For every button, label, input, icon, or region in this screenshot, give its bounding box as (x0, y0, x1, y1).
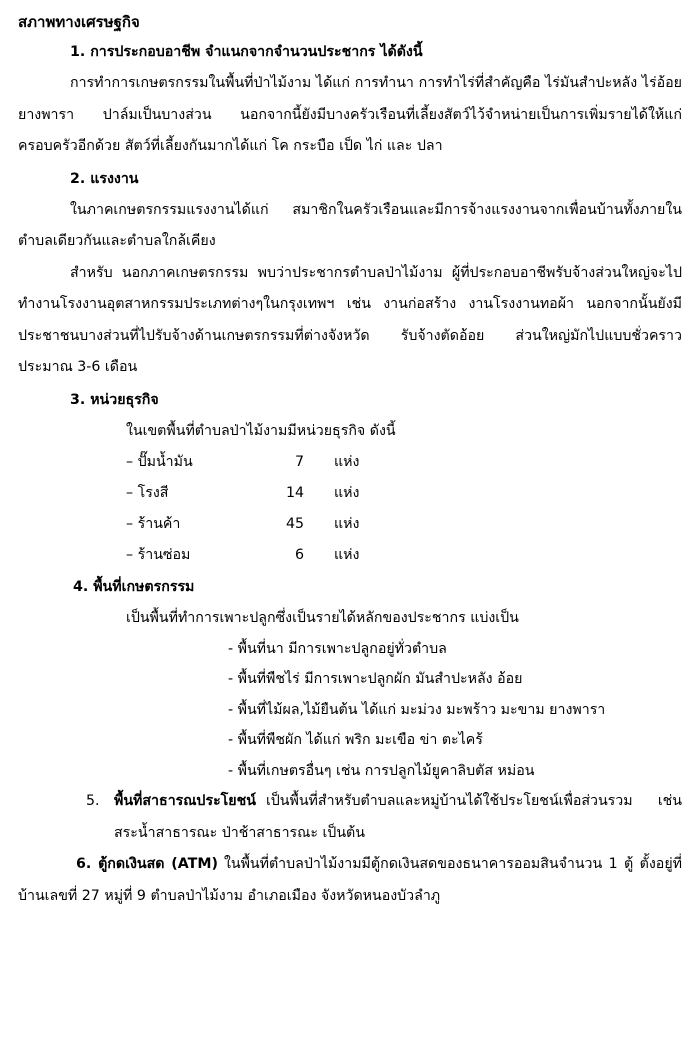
business-item-name: – ร้านซ่อม (126, 546, 191, 563)
agriculture-item: - พื้นที่นา มีการเพาะปลูกอยู่ทั่วตำบล (228, 640, 447, 657)
public-area-number: 5. (86, 793, 100, 809)
agriculture-item: - พื้นที่พืชผัก ได้แก่ พริก มะเขือ ข่า ตะไคร้ (228, 732, 483, 748)
labor-heading: 2. แรงงาน (70, 170, 139, 187)
occupation-paragraph: การทำการเกษตรกรรมในพื้นที่ป่าไม้งาม ได้แก่ การทำนา การทำไร่ที่สำคัญคือ ไร่มันสำปะหลัง ไร่อ้อย ยางพารา ปาล์มเป็นบางส่วน นอกจากนี้ยังมีบางครัวเรือนที่เลี้ยงสัตว์ไว้จำหน่ายเป็นการเพิ่มรายได้ให้แก่ครอบครัวอีกด้วย สัตว์ที่เลี้ยงกันมากได้แก่ โค กระบือ เป็ด ไก่ และ ปลา (18, 75, 682, 154)
business-item-name: – โรงสี (126, 484, 169, 501)
business-item-unit: แห่ง (334, 515, 360, 532)
business-item-name: – ปั๊มน้ำมัน (126, 453, 193, 470)
business-item (18, 509, 682, 540)
agriculture-item: - พื้นที่เกษตรอื่นๆ เช่น การปลูกไม้ยูคาลิบตัส หม่อน (228, 762, 535, 779)
public-area-section (18, 786, 682, 849)
atm-text: ในพื้นที่ตำบลป่าไม้งามมีตู้กดเงินสดของธนาคารออมสินจำนวน 1 ตู้ ตั้งอยู่ที่บ้านเลขที่ 27 หมู่ที่ 9 ตำบลป่าไม้งาม อำเภอเมือง จังหวัดหนองบัวลำภู (18, 856, 682, 904)
business-item-count: 7 (294, 453, 304, 470)
business-item (18, 478, 682, 509)
business-item-name: – ร้านค้า (126, 515, 181, 532)
labor-paragraph-2: สำหรับ นอกภาคเกษตรกรรม พบว่าประชากรตำบลป่าไม้งาม ผู้ที่ประกอบอาชีพรับจ้างส่วนใหญ่จะไปทำงานโรงงานอุตสาหกรรมประเภทต่างๆในกรุงเทพฯ เช่น งานก่อสร้าง งานโรงงานทอผ้า นอกจากนั้นยังมีประชาชนบางส่วนที่ไปรับจ้างด้านเกษตรกรรมที่ต่างจังหวัด รับจ้างตัดอ้อย ส่วนใหญ่มักไปแบบชั่วคราวประมาณ 3-6 เดือน (18, 264, 682, 375)
atm-section (18, 849, 682, 912)
occupation-heading: 1. การประกอบอาชีพ จำแนกจากจำนวนประชากร ได้ดังนี้ (70, 44, 423, 60)
business-item-count: 14 (285, 484, 304, 501)
agriculture-heading: 4. พื้นที่เกษตรกรรม (73, 578, 195, 595)
agriculture-intro: เป็นพื้นที่ทำการเพาะปลูกซึ่งเป็นรายได้หลักของประชากร แบ่งเป็น (126, 609, 519, 626)
atm-heading: 6. ตู้กดเงินสด (ATM) (76, 856, 218, 872)
business-heading: 3. หน่วยธุรกิจ (70, 391, 159, 408)
public-area-heading: พื้นที่สาธารณประโยชน์ (114, 793, 256, 809)
business-item-count: 45 (285, 515, 304, 532)
agriculture-item: - พื้นที่พืชไร่ มีการเพาะปลูกผัก มันสำปะหลัง อ้อย (228, 671, 523, 687)
business-item (18, 447, 682, 478)
document-title: สภาพทางเศรษฐกิจ (18, 13, 140, 31)
business-item (18, 540, 682, 571)
business-list (18, 447, 682, 571)
public-area-text: เป็นพื้นที่สำหรับตำบลและหมู่บ้านได้ใช้ประโยชน์เพื่อส่วนรวม เช่น สระน้ำสาธารณะ ป่าช้าสาธารณะ เป็นต้น (114, 793, 682, 841)
business-item-unit: แห่ง (334, 453, 360, 470)
labor-paragraph-1: ในภาคเกษตรกรรมแรงงานได้แก่ สมาชิกในครัวเรือนและมีการจ้างแรงงานจากเพื่อนบ้านทั้งภายในตำบลเดียวกันและตำบลใกล้เคียง (18, 201, 682, 249)
agriculture-item: - พื้นที่ไม้ผล,ไม้ยืนต้น ได้แก่ มะม่วง มะพร้าว มะขาม ยางพารา (228, 701, 606, 718)
business-item-unit: แห่ง (334, 484, 360, 501)
agriculture-list (18, 634, 682, 787)
public-area-body (114, 786, 682, 849)
business-intro: ในเขตพื้นที่ตำบลป่าไม้งามมีหน่วยธุรกิจ ดังนี้ (126, 422, 396, 439)
business-item-unit: แห่ง (334, 546, 360, 563)
business-item-count: 6 (294, 546, 304, 563)
